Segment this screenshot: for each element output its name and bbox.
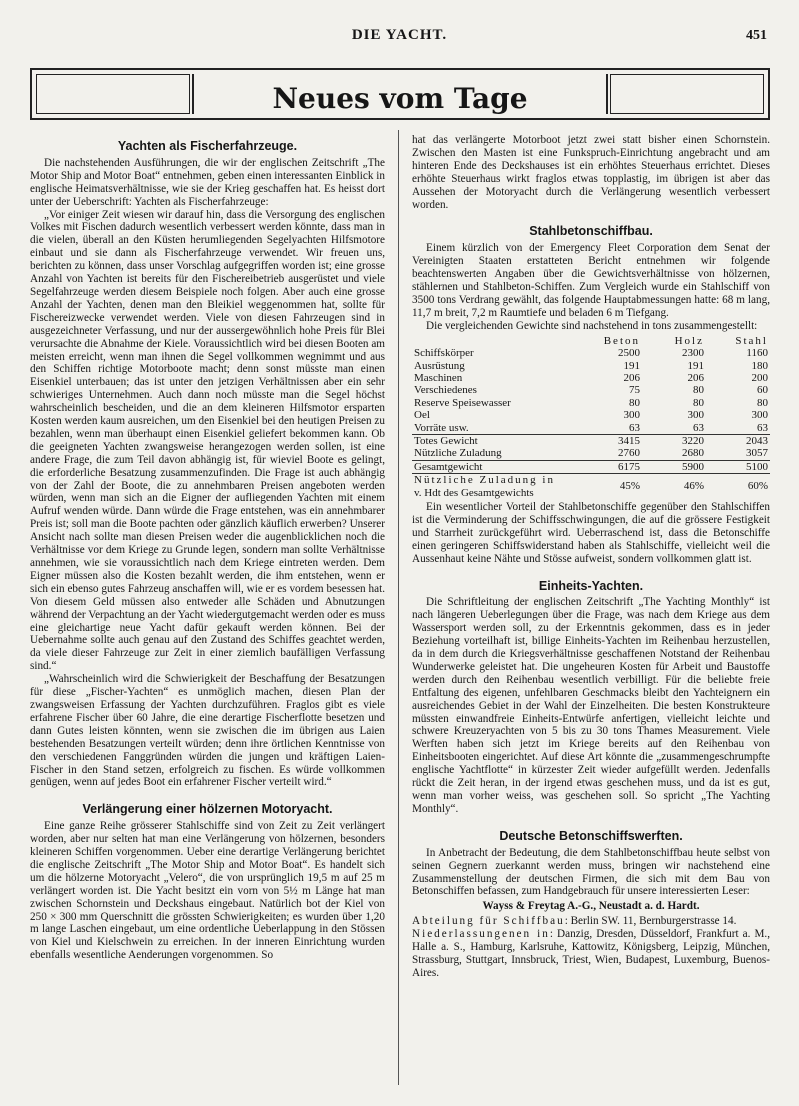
running-title: DIE YACHT.: [351, 27, 448, 43]
table-cell: 63: [757, 421, 768, 434]
table-cell: 3057: [746, 447, 768, 460]
article-title: Verlängerung einer hölzernen Motoryacht.: [82, 802, 333, 817]
table-cell: Verschiedenes: [414, 384, 477, 397]
table-cell: Vorräte usw.: [414, 421, 469, 434]
table-cell: 200: [751, 371, 768, 384]
table-row: [412, 372, 770, 384]
table-header-cell: Stahl: [735, 334, 768, 347]
article-paragraph: In Anbetracht der Bedeutung, die dem Stahlbetonschiffbau heute selbst von seinen Gegnern zuerkannt werden muss, bringen wir nachstehend eine Zusammenstellung der deutschen Firmen, die sich mit dem Bau von Betonschiffen befassen, zum Handgebrauch für unsere interessierten Leser:: [412, 846, 770, 898]
table-cell: 300: [751, 409, 768, 422]
table-row: [412, 384, 770, 396]
table-cell: 63: [629, 421, 640, 434]
table-cell: Gesamtgewicht: [412, 460, 578, 473]
ratio-label: v. Hdt des Gesamtgewichts: [414, 486, 534, 499]
table-cell: 2300: [682, 347, 704, 360]
article-title: Einheits-Yachten.: [538, 578, 644, 593]
article-title: Stahlbetonschiffbau.: [529, 224, 653, 239]
ratio-label: Nützliche Zuladung in: [414, 474, 555, 487]
article-paragraph: Die Schriftleitung der englischen Zeitschrift „The Yachting Monthly“ ist nach längeren Ueberlegungen über die Frage, was nach dem Kriege aus dem Wassersport werden soll, zu der Erkenntnis gekommen, dass es in jeder Beziehung vorteilhaft ist, billige Einheits-Yachten im Reihenbau herzustellen, da in dem durch die Kriegsverhältnisse geschaffenen Notstand der Reihenbau Wunderwerke geleistet hat. Die ungeheuren Kosten für Arbeit und Baustoffe werden durch den Reihenbau wesentlich verbilligt. Für die beliebte freie Entfaltung des eigenen, unfehlbaren Geschmacks bleibt den Yachteignern ein ausreichendes Gebiet in der Wahl der Einzelheiten. Die besten Konstrukteure müssten einwandfreie Einheits-Entwürfe anfertigen, vielleicht leichte und schwere Kreuzeryachten von 5 bis zu 30 tons Thames Measurement. Viele Werften haben sich jetzt im Kriege bereits auf den Reihenbau von Einheitsbooten eingerichtet. Auf diese Art könnte die „zusammengeschrumpfte englische Yachtflotte“ in kürzester Zeit wieder aufgefüllt werden. Jedenfalls rückt die Zeit heran, in der irgend etwas geschehen muss, und da ist es gut, wenn man vorher weiss, was geschehen soll. So spricht „The Yachting Monthly“.: [412, 596, 770, 815]
article-paragraph: Die nachstehenden Ausführungen, die wir der englischen Zeitschrift „The Motor Ship and Motor Boat“ entnehmen, geben einen interessanten Einblick in englische Heimatsverhältnisse, wie sie der Krieg geschaffen hat. Es heisst dort unter der Ueberschrift: Yachten als Fischerfahrzeuge:: [30, 156, 385, 208]
table-header-row: [412, 335, 770, 347]
table-cell: 206: [687, 371, 704, 384]
table-cell: 46%: [642, 474, 706, 499]
page-number: 451: [746, 28, 767, 43]
table-cell: 2760: [618, 447, 640, 460]
table-cell: Reserve Speisewasser: [414, 396, 511, 409]
right-column: [412, 134, 770, 980]
table-cell: 60: [757, 384, 768, 397]
article-paragraph: Einem kürzlich von der Emergency Fleet Corporation dem Senat der Vereinigten Staaten erstatteten Bericht entnehmen wir folgende beachtenswerten Angaben über die Gewichtsverhältnisse von hölzernen, stählernen und Stahlbeton-Schiffen. Zum Vergleich wurde ein Stahlschiff von 3500 tons Verdrang gewählt, das folgende Hauptabmessungen hatte: 68 m lang, 11,7 m breit, 7,2 m Raumtiefe und beladen 6 m Tiefgang.: [412, 242, 770, 319]
table-cell: 2680: [682, 447, 704, 460]
column-divider: [398, 130, 399, 1085]
table-cell: Totes Gewicht: [412, 434, 578, 447]
firm-department: [412, 915, 770, 928]
table-cell: 80: [757, 396, 768, 409]
table-cell: 5100: [706, 460, 770, 473]
table-header-cell: Beton: [603, 334, 640, 347]
table-cell: 300: [687, 409, 704, 422]
table-row: [412, 360, 770, 372]
article-paragraph: „Wahrscheinlich wird die Schwierigkeit der Beschaffung der Besatzungen für diese „Fischer-Yachten“ es unmöglich machen, diesen Plan der zwangsweisen Erfassung der Yachten durchzuführen. Fraglos gibt es viele erfahrene Fischer über 60 Jahre, die eine derartige Fischerflotte besetzen und dann Gutes leisten könnten, wenn sie zwischen die im übrigen aus Laien bestehenden Besatzungen verteilt würden; denn ihre örtlichen Kenntnisse von den verschiedenen Fanggründen würden die jungen und kräftigen Laien-Fischer in den Stand setzen, erfolgreich zu fischen. Es würde vollkommen genügen, wenn auf jedes Boot ein erfahrener Fischer verteilt wird.“: [30, 673, 385, 789]
table-cell: 3415: [578, 434, 642, 447]
article-paragraph: „Vor einiger Zeit wiesen wir darauf hin, dass die Versorgung des englischen Volkes mit Fischen dadurch wesentlich verbessert werden könnte, dass man in die vielen, überall an den Küsten herumliegenden Segelyachten Hilfsmotore einbaut und sie dann als Fischerfahrzeuge verwendet. Wir freuen uns, berichten zu können, dass unser Vorschlag aufgegriffen worden ist; eine grosse Anzahl von Yachten ist bereits für den Fischereibetrieb ausgerüstet und viele Segelfahrzeuge werden diesem Beispiele noch folgen. Aber auch eine grosse Anzahl der Yachten, denen man den Bleikiel weggenommen hat, sollte für Fischereizwecke verwendet werden. Viele von diesen Fahrzeugen sind in ausgezeichneter Verfassung, und nur der aussergewöhnlich hohe Preis für Blei verursachte die Abnahme der Kiele. Voraussichtlich wird bei diesen Booten am meisten erreicht, wenn man ihnen die Segel vollkommen wegnimmt und aus den Schiffen richtige Motorboote macht; denn sonst müsste man einen Eisenkiel unterbauen; das ist unter den jetzigen Verhältnissen aber ein sehr schwieriges Unternehmen. Auch dann noch müsste man die Segel höchst wahrscheinlich bescheiden, und die an dem kleineren Hilfsmotor ersparten Kosten werden kaum ausreichen, um den Eisenkiel bei den heutigen Preisen zu bezahlen, wenn man überhaupt einen Eisenkiel geliefert bekommen kann. Ob die geeigneten Yachten zwangsweise herangezogen werden sollen, ist eine andere Frage, die zum Teil davon abhängig ist, für wieviel Boote es gelingt, die erforderliche Besatzung zusammenzufinden. Die Frage ist auch abhängig von der Zahl der Boote, die zu annehmbaren Preisen angeboten werden würden, wenn man sich an die Eigner der aufliegenden Yachten mit einem Aufruf wenden würde. Dann würde die Frage entstehen, was ein annehmbarer Preis ist; soll man die Boote pachten oder gänzlich käuflich erwerben? Unserer Ansicht nach sollte man diesen Preisen weder die augenblicklichen noch die Verhältnisse vor dem Kriege zu Grunde legen, sondern man sollte Verhältnisse annehmen, wie sie voraussichtlich nach dem Kriege eintreten werden. Dem Eigner müssen also die Kosten bezahlt werden, die ihm entstehen, wenn er sich ein ebenso gutes Fahrzeug anschaffen will, wie er es vordem besessen hat. Von diesem Geld müssen also entweder alle Schäden und Abnutzungen während der Verpachtung an der Yacht wiedergutgemacht werden oder es muss eine gleichartige neue Yacht dafür gekauft werden können. Bei der Uebernahme sollte auch genau auf den Zustand des Schiffes geachtet werden, da viele dieser Fahrzeuge zur Zeit in einer ziemlich baufälligen Verfassung sind.“: [30, 208, 385, 673]
table-cell: 60%: [706, 474, 770, 499]
article-paragraph: Ein wesentlicher Vorteil der Stahlbetonschiffe gegenüber den Stahlschiffen ist die Verminderung der Schiffsschwingungen, die auf die grössere Festigkeit und Starrheit zurückgeführt wird. Ueberraschend ist, dass die Betonschiffe einen geringeren Schiffswiderstand haben als Stahlschiffe, vielleicht weil die Aussenhaut keine Nähte und Stösse aufweist, sondern vollkommen glatt ist.: [412, 500, 770, 565]
branches-label: Niederlassungenen in: [412, 928, 550, 941]
table-row: [412, 397, 770, 409]
table-row: [412, 422, 770, 435]
table-cell: 1160: [746, 347, 768, 360]
branches-list: : Danzig, Dresden, Düsseldorf, Frankfurt a. M., Halle a. S., Hamburg, Karlsruhe, Kattowitz, Königsberg, Leipzig, München, Strassburg, Stuttgart, Innsbruck, Triest, Wien, Budapest, Luxemburg, Buenos-Aires.: [412, 928, 770, 979]
table-ratio-row: [412, 474, 770, 499]
table-cell: Maschinen: [414, 371, 463, 384]
table-header-cell: [412, 335, 578, 347]
table-cell: 206: [623, 371, 640, 384]
table-cell: 63: [693, 421, 704, 434]
article-paragraph: Eine ganze Reihe grösserer Stahlschiffe sind von Zeit zu Zeit verlängert worden, aber nur selten hat man eine Verlängerung von hölzernen, besonders kleineren Schiffen vorgenommen. Ueber eine derartige Verlängerung berichtet die englische Zeitschrift „The Motor Ship and Motor Boat“. Es handelt sich um die hölzerne Motoryacht „Velero“, die von ursprünglich 19,5 m auf 25 m verlängert worden ist. Die Yacht besitzt ein vorn von 5½ m Länge hat man zwischen Schornstein und Deckshaus eingebaut. Natürlich bot der Kiel von 250 × 300 mm Querschnitt die grössten Schwierigkeiten; es wurden über 1,20 m lange Laschen eingebaut, um eine ordentliche Ueberlappung in den Stössen von Kiel und Kielschwein zu erreichen. In der inneren Einrichtung wurden ebenfalls wesentliche Aenderungen vorgenommen. So: [30, 820, 385, 962]
table-row: [412, 347, 770, 359]
table-cell: 80: [693, 384, 704, 397]
table-cell: 2043: [706, 434, 770, 447]
table-cell: 180: [751, 359, 768, 372]
table-cell: Nützliche Zuladung: [414, 447, 502, 460]
table-cell: 191: [687, 359, 704, 372]
table-cell: 300: [623, 409, 640, 422]
banner-title-box: [192, 74, 608, 114]
article-title: Deutsche Betonschiffswerften.: [499, 828, 683, 843]
table-cell: Schiffskörper: [414, 347, 474, 360]
table-cell: 2500: [618, 347, 640, 360]
table-cell: Oel: [414, 409, 430, 422]
table-cell: 3220: [642, 434, 706, 447]
firm-name: Wayss & Freytag A.-G., Neustadt a. d. Hardt.: [482, 900, 700, 913]
banner-ornament-left: [36, 74, 190, 114]
banner-ornament-right: [610, 74, 764, 114]
table-cell: Ausrüstung: [414, 359, 465, 372]
table-total-row: [412, 434, 770, 447]
section-banner: [30, 68, 770, 120]
weight-comparison-table: [412, 335, 770, 499]
table-cell: 75: [629, 384, 640, 397]
table-row: [412, 447, 770, 460]
article-title: Yachten als Fischerfahrzeuge.: [117, 139, 298, 153]
table-cell: 80: [693, 396, 704, 409]
table-row: [412, 409, 770, 421]
table-cell: [412, 474, 578, 499]
table-cell: 5900: [642, 460, 706, 473]
department-address: : Berlin SW. 11, Bernburgerstrasse 14.: [564, 915, 737, 928]
article-paragraph: Die vergleichenden Gewichte sind nachstehend in tons zusammengestellt:: [426, 319, 758, 332]
table-cell: 6175: [578, 460, 642, 473]
table-header-cell: Holz: [674, 334, 704, 347]
table-cell: 45%: [578, 474, 642, 499]
department-label: Abteilung für Schiffbau: [412, 915, 565, 928]
table-cell: 80: [629, 396, 640, 409]
firm-branches: [412, 928, 770, 980]
left-column: [30, 134, 385, 962]
table-total-row: [412, 460, 770, 473]
article-paragraph: hat das verlängerte Motorboot jetzt zwei statt bisher einen Schornstein. Zwischen den Masten ist eine Funkspruch-Einrichtung angebracht und am hinteren Ende des Deckshauses ist ein erhöhtes Steuerhaus errichtet. Dieses erhöhte Steuerhaus wirkt fraglos etwas topplastig, im übrigen ist aber das Aussehen der Motoryacht durch die Verlängerung wesentlich verbessert worden.: [412, 134, 770, 211]
table-cell: 191: [623, 359, 640, 372]
banner-title: Neues vom Tage: [272, 82, 528, 115]
